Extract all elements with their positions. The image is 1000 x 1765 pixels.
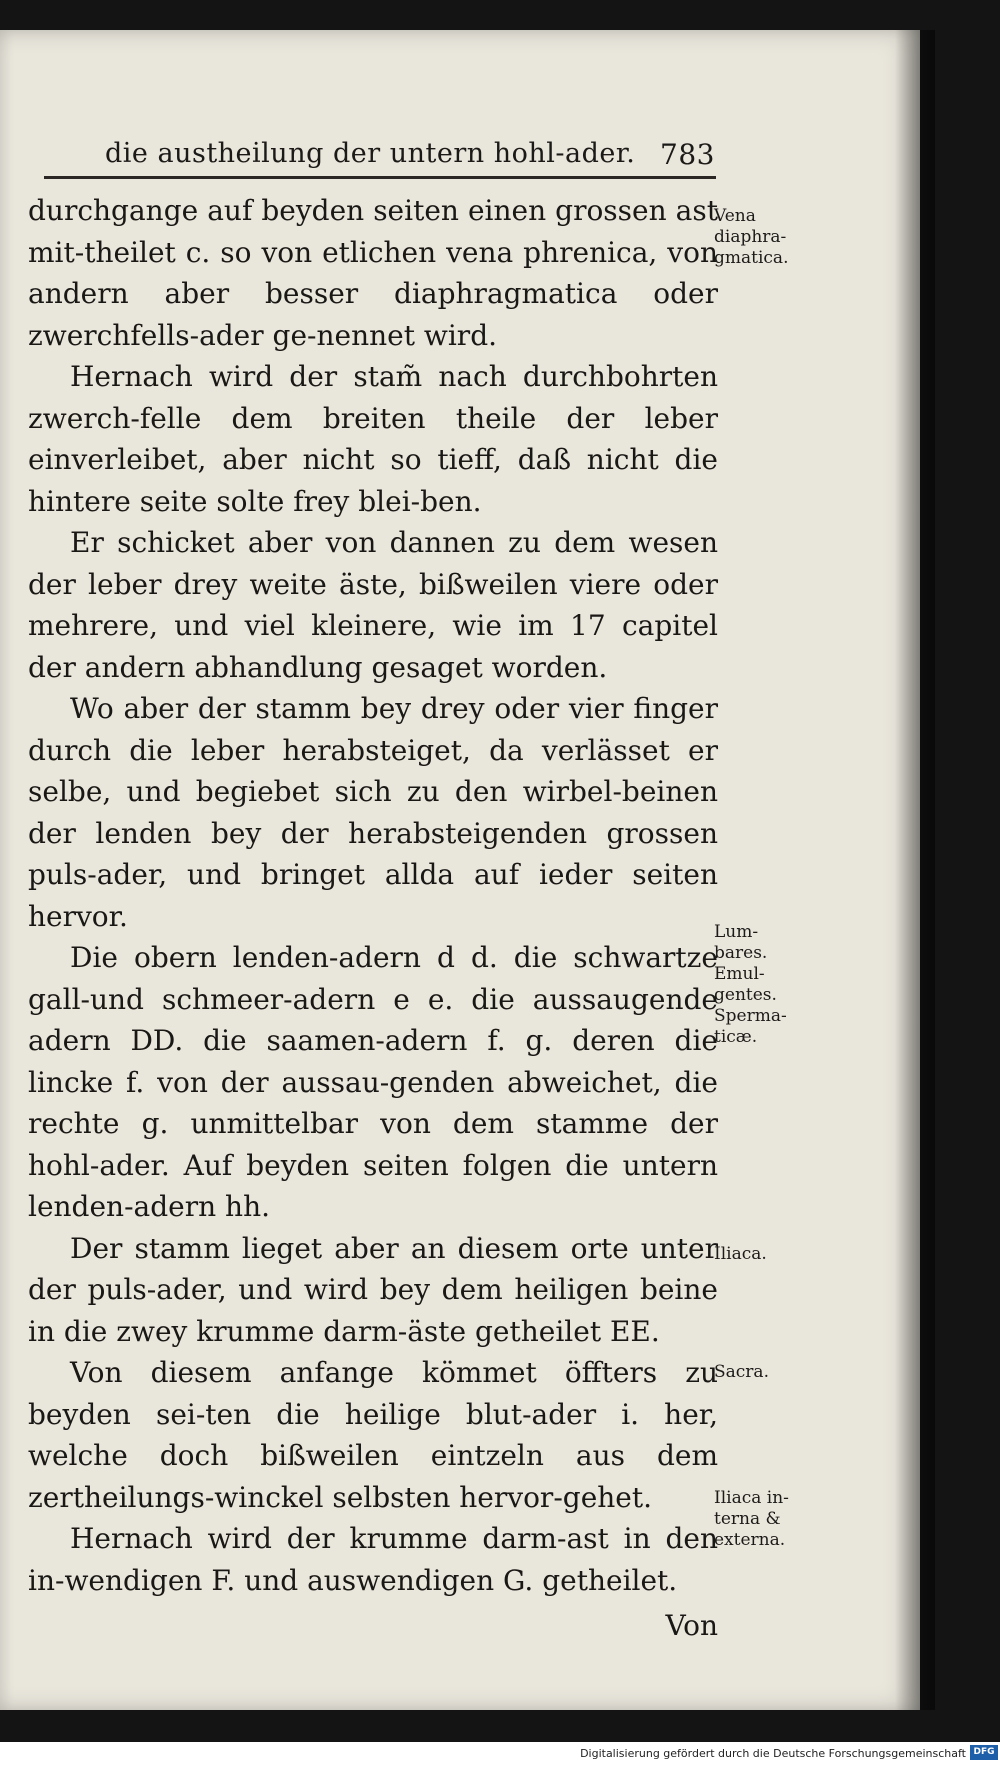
paragraph-2: Hernach wird der stam̃ nach durchbohrten zwerch-felle dem breiten theile der leber einverleibet, aber nicht so tieff, daß nicht die hintere seite solte frey blei-ben. (28, 360, 718, 518)
paragraph-6: Der stamm lieget aber an diesem orte unter der puls-ader, und wird bey dem heiligen beine in die zwey krumme darm-äste getheilet EE. (28, 1231, 718, 1348)
margin-note-lumbares: Lum-bares. Emul-gentes. Sperma-ticæ. (714, 922, 787, 1047)
running-head (105, 138, 715, 180)
paragraph-5: Die obern lenden-adern d d. die schwartze gall-und schmeer-adern e e. die aussaugende adern DD. die saamen-adern f. g. deren die lincke f. von der aussau-genden abweichet, die rechte g. unmittelbar von dem stamme der hohl-ader. Auf beyden seiten folgen die untern lenden-adern hh. (28, 941, 718, 1223)
body-text (28, 190, 718, 1647)
footer-credit: Digitalisierung gefördert durch die Deutsche Forschungsgemeinschaft (580, 1747, 966, 1760)
dfg-logo-icon: DFG (970, 1745, 998, 1760)
page-number: 783 (660, 138, 715, 171)
margin-note-sacra: Sacra. (714, 1362, 769, 1382)
paragraph-1: durchgange auf beyden seiten einen grossen ast mit-theilet c. so von etlichen vena phrenica, von andern aber besser diaphragmatica oder zwerchfells-ader ge-nennet wird. (28, 194, 718, 352)
paragraph-3: Er schicket aber von dannen zu dem wesen der leber drey weite äste, bißweilen viere oder mehrere, und viel kleinere, wie im 17 capitel der andern abhandlung gesaget worden. (28, 526, 718, 684)
margin-note-iliaca-interna: Iliaca in-terna & externa. (714, 1488, 789, 1550)
margin-note-iliaca: Iliaca. (714, 1244, 767, 1264)
page-edge-shadow (895, 30, 935, 1710)
header-rule (44, 176, 716, 179)
paragraph-7: Von diesem anfange kömmet öffters zu beyden sei-ten die heilige blut-ader i. her, welche doch bißweilen eintzeln aus dem zertheilungs-winckel selbsten hervor-gehet. (28, 1356, 718, 1514)
catchword: Von (665, 1609, 718, 1642)
margin-note-vena-diaphragmatica: Vena diaphra-gmatica. (714, 206, 789, 268)
paragraph-4: Wo aber der stamm bey drey oder vier finger durch die leber herabsteiget, da verlässet er selbe, und begiebet sich zu den wirbel-beinen der lenden bey der herabsteigenden grossen puls-ader, und bringet allda auf ieder seiten hervor. (28, 692, 718, 933)
paragraph-8: Hernach wird der krumme darm-ast in den in-wendigen F. und auswendigen G. getheilet. (28, 1522, 718, 1597)
running-head-title: die austheilung der untern hohl-ader. (105, 138, 636, 169)
